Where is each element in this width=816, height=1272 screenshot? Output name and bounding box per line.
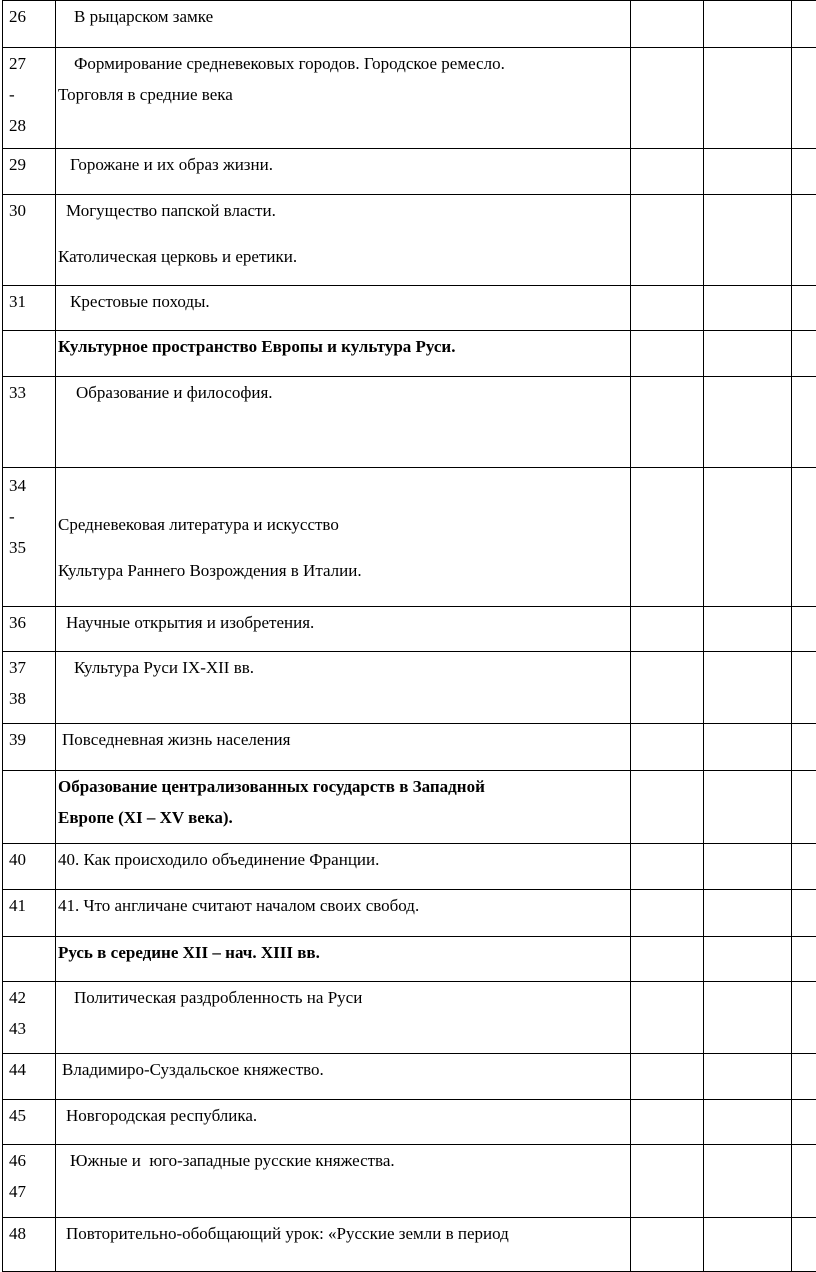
table-row	[3, 1145, 816, 1218]
lesson-topic: 40. Как происходило объединение Франции.	[56, 844, 631, 890]
empty-cell	[631, 377, 704, 468]
empty-cell	[704, 724, 792, 771]
empty-cell	[631, 1100, 704, 1145]
table-row	[3, 48, 816, 149]
table-row	[3, 1054, 816, 1100]
empty-cell	[631, 1, 704, 48]
empty-cell	[631, 844, 704, 890]
table-row	[3, 724, 816, 771]
empty-cell	[631, 1145, 704, 1218]
empty-cell	[792, 331, 816, 377]
lesson-number: 27 - 28	[3, 48, 56, 149]
empty-cell	[704, 1100, 792, 1145]
empty-cell	[704, 607, 792, 652]
lesson-number: 45	[3, 1100, 56, 1145]
empty-cell	[792, 149, 816, 195]
lesson-number: 39	[3, 724, 56, 771]
lesson-number	[3, 937, 56, 982]
table-row	[3, 468, 816, 607]
lesson-number: 36	[3, 607, 56, 652]
empty-cell	[631, 149, 704, 195]
lesson-topic: Крестовые походы.	[56, 286, 631, 331]
lesson-topic: Формирование средневековых городов. Городское ремесло. Торговля в средние века	[56, 48, 631, 149]
lesson-plan-table	[2, 0, 816, 1272]
empty-cell	[704, 331, 792, 377]
lesson-number: 31	[3, 286, 56, 331]
lesson-number: 29	[3, 149, 56, 195]
section-heading-row	[3, 331, 816, 377]
empty-cell	[631, 724, 704, 771]
empty-cell	[704, 149, 792, 195]
empty-cell	[631, 48, 704, 149]
empty-cell	[792, 1218, 816, 1272]
lesson-topic: Южные и юго-западные русские княжества.	[56, 1145, 631, 1218]
lesson-topic: Образование и философия.	[56, 377, 631, 468]
lesson-topic: Повторительно-обобщающий урок: «Русские земли в период	[56, 1218, 631, 1272]
table-row	[3, 607, 816, 652]
table-row	[3, 1218, 816, 1272]
empty-cell	[792, 1100, 816, 1145]
lesson-topic: Научные открытия и изобретения.	[56, 607, 631, 652]
empty-cell	[631, 1218, 704, 1272]
empty-cell	[631, 468, 704, 607]
empty-cell	[792, 286, 816, 331]
section-heading: Образование централизованных государств в Западной Европе (XI – XV века).	[56, 771, 631, 844]
empty-cell	[792, 652, 816, 724]
empty-cell	[704, 48, 792, 149]
section-heading: Культурное пространство Европы и культура Руси.	[56, 331, 631, 377]
empty-cell	[631, 937, 704, 982]
empty-cell	[792, 48, 816, 149]
empty-cell	[631, 771, 704, 844]
empty-cell	[792, 1054, 816, 1100]
section-heading-row	[3, 937, 816, 982]
lesson-number	[3, 331, 56, 377]
lesson-number: 44	[3, 1054, 56, 1100]
empty-cell	[704, 1, 792, 48]
table-row	[3, 1100, 816, 1145]
empty-cell	[792, 607, 816, 652]
lesson-topic: Политическая раздробленность на Руси	[56, 982, 631, 1054]
lesson-number: 26	[3, 1, 56, 48]
empty-cell	[631, 195, 704, 286]
empty-cell	[792, 195, 816, 286]
empty-cell	[631, 652, 704, 724]
lesson-topic: Культура Руси IX-XII вв.	[56, 652, 631, 724]
empty-cell	[631, 982, 704, 1054]
lesson-number	[3, 771, 56, 844]
lesson-number: 37 38	[3, 652, 56, 724]
lesson-number: 33	[3, 377, 56, 468]
empty-cell	[792, 724, 816, 771]
table-row	[3, 149, 816, 195]
lesson-topic: Новгородская республика.	[56, 1100, 631, 1145]
empty-cell	[704, 982, 792, 1054]
empty-cell	[704, 1145, 792, 1218]
lesson-topic: Горожане и их образ жизни.	[56, 149, 631, 195]
empty-cell	[631, 286, 704, 331]
empty-cell	[792, 1, 816, 48]
empty-cell	[792, 771, 816, 844]
table-row	[3, 195, 816, 286]
table-row	[3, 652, 816, 724]
empty-cell	[631, 607, 704, 652]
empty-cell	[792, 468, 816, 607]
lesson-topic: 41. Что англичане считают началом своих свобод.	[56, 890, 631, 937]
empty-cell	[704, 468, 792, 607]
lesson-topic: Владимиро-Суздальское княжество.	[56, 1054, 631, 1100]
section-heading-row	[3, 771, 816, 844]
empty-cell	[704, 1054, 792, 1100]
lesson-plan-body	[3, 1, 816, 1272]
table-row	[3, 286, 816, 331]
empty-cell	[704, 652, 792, 724]
lesson-number: 42 43	[3, 982, 56, 1054]
empty-cell	[704, 1218, 792, 1272]
lesson-number: 30	[3, 195, 56, 286]
empty-cell	[631, 890, 704, 937]
lesson-topic: В рыцарском замке	[56, 1, 631, 48]
lesson-topic: Повседневная жизнь населения	[56, 724, 631, 771]
lesson-number: 34 - 35	[3, 468, 56, 607]
empty-cell	[792, 937, 816, 982]
empty-cell	[704, 844, 792, 890]
lesson-topic: Средневековая литература и искусство Культура Раннего Возрождения в Италии.	[56, 468, 631, 607]
lesson-number: 46 47	[3, 1145, 56, 1218]
table-row	[3, 1, 816, 48]
lesson-number: 41	[3, 890, 56, 937]
empty-cell	[631, 331, 704, 377]
lesson-topic: Могущество папской власти. Католическая церковь и еретики.	[56, 195, 631, 286]
empty-cell	[704, 771, 792, 844]
empty-cell	[792, 844, 816, 890]
table-row	[3, 377, 816, 468]
table-row	[3, 982, 816, 1054]
empty-cell	[792, 1145, 816, 1218]
table-row	[3, 890, 816, 937]
table-row	[3, 844, 816, 890]
empty-cell	[792, 377, 816, 468]
empty-cell	[792, 982, 816, 1054]
empty-cell	[792, 890, 816, 937]
empty-cell	[704, 286, 792, 331]
empty-cell	[704, 890, 792, 937]
section-heading: Русь в середине XII – нач. XIII вв.	[56, 937, 631, 982]
empty-cell	[704, 377, 792, 468]
empty-cell	[704, 195, 792, 286]
lesson-number: 40	[3, 844, 56, 890]
empty-cell	[631, 1054, 704, 1100]
empty-cell	[704, 937, 792, 982]
lesson-number: 48	[3, 1218, 56, 1272]
